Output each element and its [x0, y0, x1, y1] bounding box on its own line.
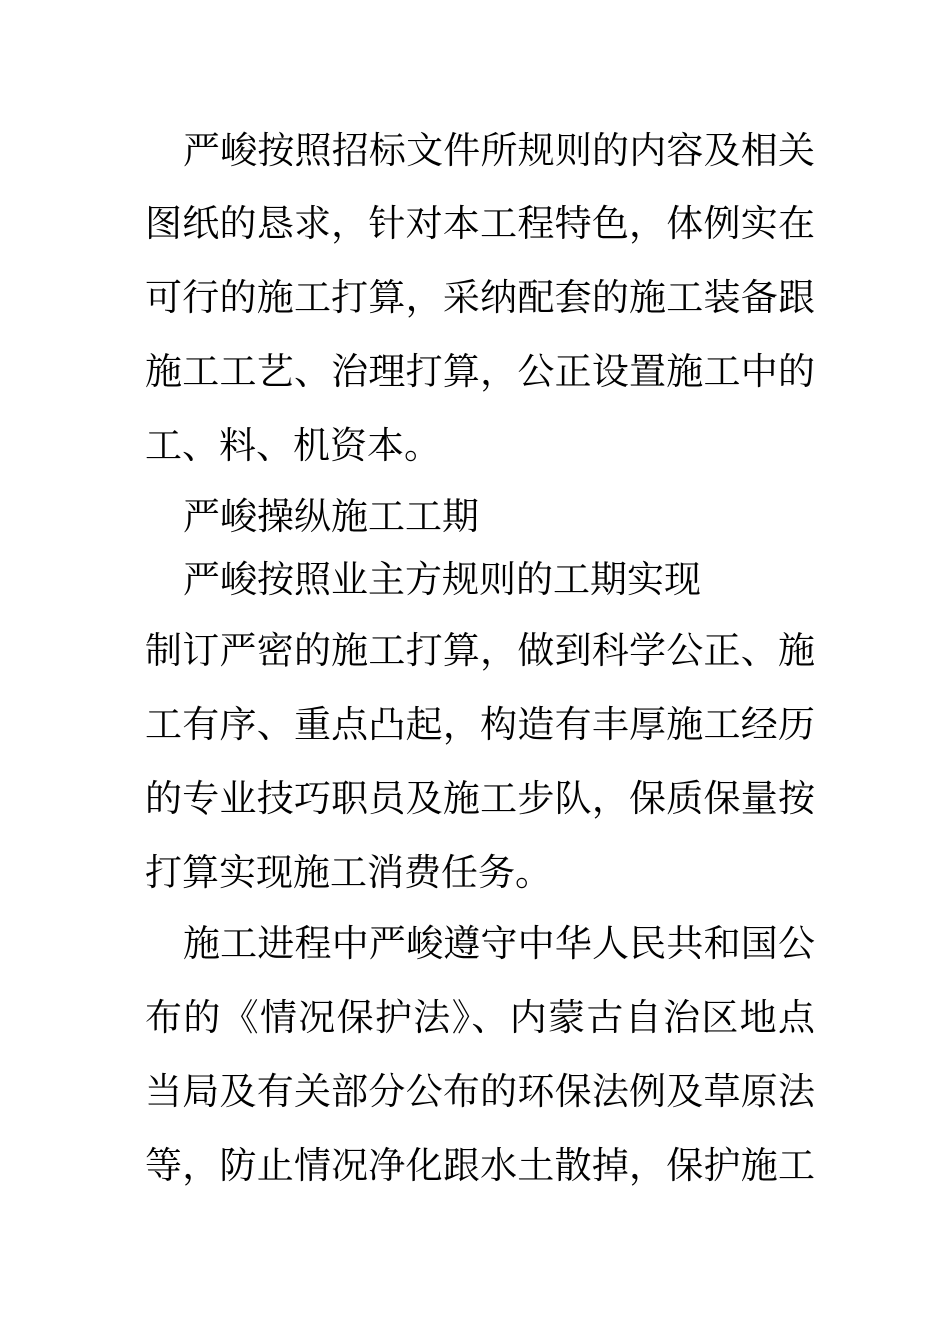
paragraph-4-line-3: 当局及有关部分公布的环保法例及草原法 [145, 1070, 815, 1113]
paragraph-1-line-4: 施工工艺、治理打算，公正设置施工中的 [145, 350, 815, 393]
paragraph-4-line-2: 布的《情况保护法》、内蒙古自治区地点 [145, 996, 815, 1039]
paragraph-3-line-4: 打算实现施工消费任务。 [145, 851, 552, 894]
paragraph-3-line-3: 的专业技巧职员及施工步队，保质保量按 [145, 777, 815, 820]
paragraph-2-line-1: 严峻按照业主方规则的工期实现 [183, 558, 701, 601]
paragraph-3-line-1: 制订严密的施工打算，做到科学公正、施 [145, 629, 815, 672]
section-heading: 严峻操纵施工工期 [183, 495, 479, 538]
paragraph-4-line-4: 等，防止情况净化跟水土散掉，保护施工 [145, 1144, 815, 1187]
paragraph-1-line-2: 图纸的恳求，针对本工程特色，体例实在 [145, 202, 815, 245]
paragraph-1-line-1: 严峻按照招标文件所规则的内容及相关 [183, 129, 815, 172]
paragraph-3-line-2: 工有序、重点凸起，构造有丰厚施工经历 [145, 703, 815, 746]
paragraph-1-line-3: 可行的施工打算，采纳配套的施工装备跟 [145, 276, 815, 319]
paragraph-1-line-5: 工、料、机资本。 [145, 424, 441, 467]
paragraph-4-line-1: 施工进程中严峻遵守中华人民共和国公 [183, 922, 815, 965]
